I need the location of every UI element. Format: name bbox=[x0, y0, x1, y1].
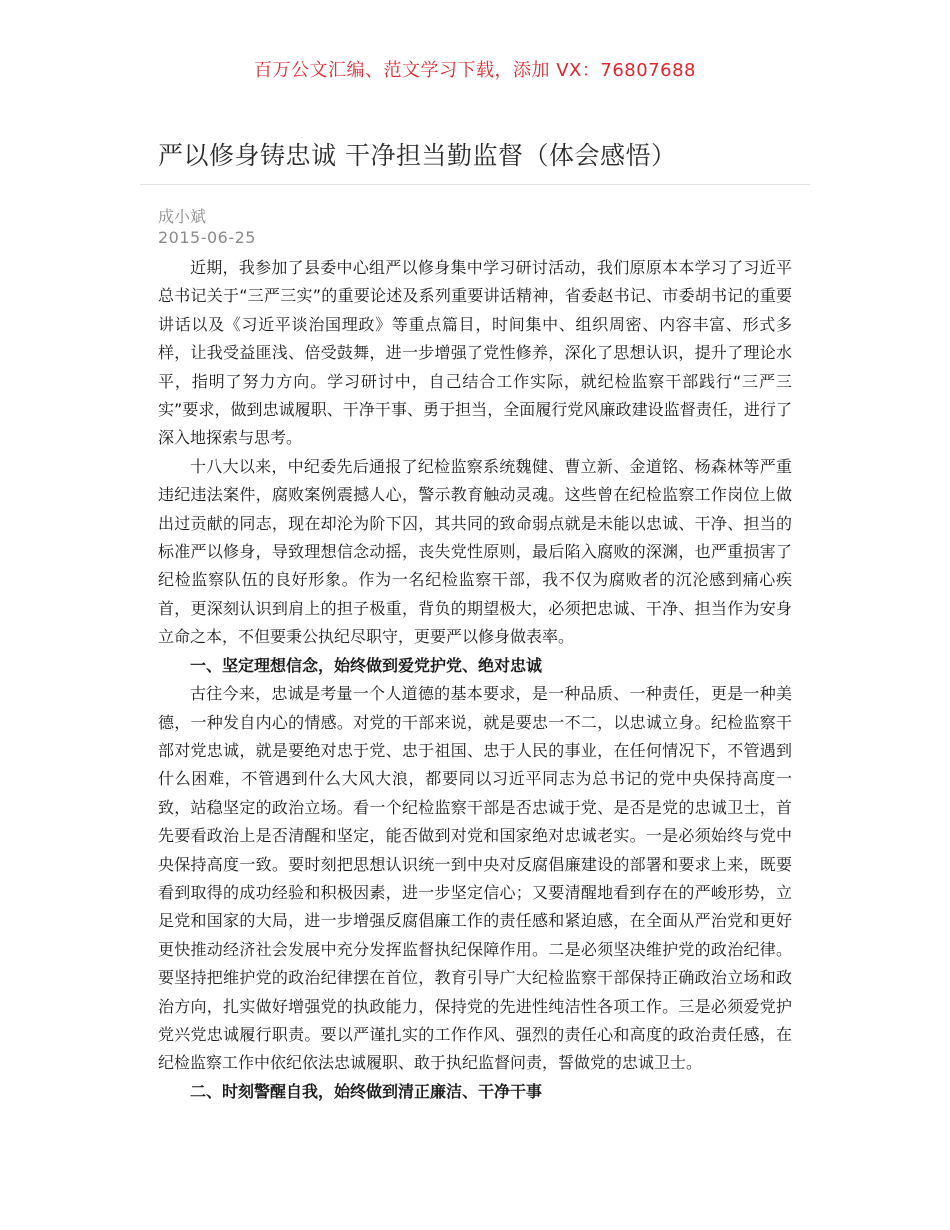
promo-banner: 百万公文汇编、范文学习下载，添加 VX：76807688 bbox=[254, 60, 696, 81]
article-date: 2015-06-25 bbox=[158, 228, 256, 247]
section-heading-2: 二、时刻警醒自我，始终做到清正廉洁、干净干事 bbox=[190, 1081, 543, 1101]
article-author: 成小斌 bbox=[158, 207, 207, 226]
paragraph-background: 十八大以来，中纪委先后通报了纪检监察系统魏健、曹立新、金道铭、杨森林等严重违纪违法案件，腐败案例震撼人心，警示教育触动灵魂。这些曾在纪检监察工作岗位上做出过贡献的同志，现在却沦为阶下囚，其共同的致命弱点就是未能以忠诚、干净、担当的标准严以修身，导致理想信念动摇，丧失党性原则，最后陷入腐败的深渊，也严重损害了纪检监察队伍的良好形象。作为一名纪检监察干部，我不仅为腐败者的沉沦感到痛心疾首，更深刻认识到肩上的担子极重，背负的期望极大，必须把忠诚、干净、担当作为安身立命之本，不但要秉公执纪尽职守，更要严以修身做表率。 bbox=[158, 456, 792, 647]
article-body bbox=[158, 254, 792, 1106]
paragraph-loyalty: 古往今来，忠诚是考量一个人道德的基本要求，是一种品质、一种责任，更是一种美德，一种发自内心的情感。对党的干部来说，就是要忠一不二，以忠诚立身。纪检监察干部对党忠诚，就是要绝对忠于党、忠于祖国、忠于人民的事业，在任何情况下，不管遇到什么困难，不管遇到什么大风大浪，都要同以习近平同志为总书记的党中央保持高度一致，站稳坚定的政治立场。看一个纪检监察干部是否忠诚于党、是否是党的忠诚卫士，首先要看政治上是否清醒和坚定，能否做到对党和国家绝对忠诚老实。一是必须始终与党中央保持高度一致。要时刻把思想认识统一到中央对反腐倡廉建设的部署和要求上来，既要看到取得的成功经验和积极因素，进一步坚定信心；又要清醒地看到存在的严峻形势，立足党和国家的大局，进一步增强反腐倡廉工作的责任感和紧迫感，在全面从严治党和更好更快推动经济社会发展中充分发挥监督执纪保障作用。二是必须坚决维护党的政治纪律。要坚持把维护党的政治纪律摆在首位，教育引导广大纪检监察干部保持正确政治立场和政治方向，扎实做好增强党的执政能力，保持党的先进性纯洁性各项工作。三是必须爱党护党兴党忠诚履行职责。要以严谨扎实的工作作风、强烈的责任心和高度的政治责任感，在纪检监察工作中依纪依法忠诚履职、敢于执纪监督问责，誓做党的忠诚卫士。 bbox=[158, 684, 792, 1073]
article-title: 严以修身铸忠诚 干净担当勤监督（体会感悟） bbox=[158, 141, 677, 170]
paragraph-intro: 近期，我参加了县委中心组严以修身集中学习研讨活动，我们原原本本学习了习近平总书记关于“三严三实”的重要论述及系列重要讲话精神，省委赵书记、市委胡书记的重要讲话以及《习近平谈治国理政》等重点篇目，时间集中、组织周密、内容丰富、形式多样，让我受益匪浅、倍受鼓舞，进一步增强了党性修养，深化了思想认识，提升了理论水平，指明了努力方向。学习研讨中，自己结合工作实际，就纪检监察干部践行“三严三实”要求，做到忠诚履职、干净干事、勇于担当，全面履行党风廉政建设监督责任，进行了深入地探索与思考。 bbox=[158, 258, 792, 448]
title-divider bbox=[140, 184, 810, 185]
section-heading-1: 一、坚定理想信念，始终做到爱党护党、绝对忠诚 bbox=[190, 655, 543, 675]
